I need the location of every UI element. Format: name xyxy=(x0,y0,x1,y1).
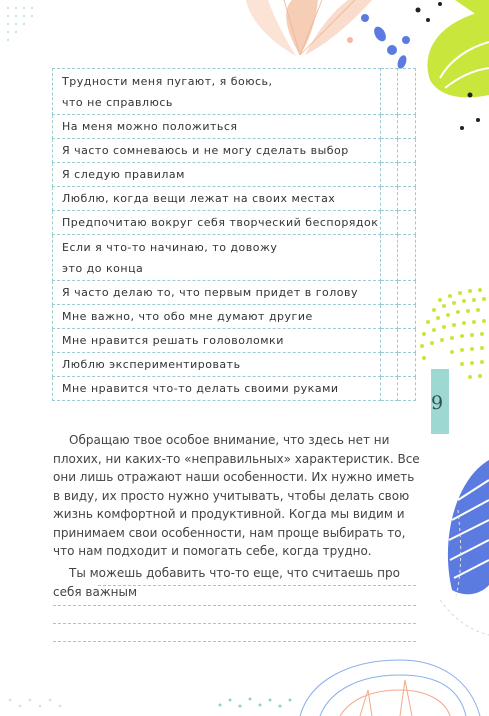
answer-cell[interactable] xyxy=(398,377,416,401)
answer-cell[interactable] xyxy=(398,281,416,305)
statement-cell: Мне важно, что обо мне думают другие xyxy=(53,305,381,329)
answer-cell[interactable] xyxy=(381,329,398,353)
answer-cell[interactable] xyxy=(381,353,398,377)
flower-illustration-top xyxy=(246,0,410,70)
table-row xyxy=(53,69,416,115)
answer-cell[interactable] xyxy=(381,305,398,329)
statement-cell: На меня можно положиться xyxy=(53,115,381,139)
table-row xyxy=(53,353,416,377)
answer-cell[interactable] xyxy=(381,187,398,211)
table-row xyxy=(53,163,416,187)
table-row xyxy=(53,187,416,211)
table-row xyxy=(53,235,416,281)
answer-cell[interactable] xyxy=(381,139,398,163)
table-row xyxy=(53,115,416,139)
statement-cell: Мне нравится что-то делать своими руками xyxy=(53,377,381,401)
statement-cell: Мне нравится решать головоломки xyxy=(53,329,381,353)
answer-cell[interactable] xyxy=(381,115,398,139)
answer-cell[interactable] xyxy=(398,211,416,235)
statement-cell: Если я что-то начинаю, то довожу это до конца xyxy=(53,235,381,281)
writing-line[interactable] xyxy=(98,585,416,586)
blue-leaf-right xyxy=(440,460,489,635)
answer-cell[interactable] xyxy=(398,235,416,281)
answer-cell[interactable] xyxy=(398,353,416,377)
answer-cell[interactable] xyxy=(381,163,398,187)
answer-cell[interactable] xyxy=(398,163,416,187)
writing-line[interactable] xyxy=(53,641,416,642)
lime-leaf-top-right xyxy=(416,0,489,130)
statement-cell: Люблю экспериментировать xyxy=(53,353,381,377)
answer-cell[interactable] xyxy=(398,187,416,211)
answer-cell[interactable] xyxy=(398,329,416,353)
writing-line[interactable] xyxy=(53,623,416,624)
answer-cell[interactable] xyxy=(398,115,416,139)
statement-cell: Я часто сомневаюсь и не могу сделать выбор xyxy=(53,139,381,163)
statement-cell: Трудности меня пугают, я боюсь, что не справлюсь xyxy=(53,69,381,115)
answer-cell[interactable] xyxy=(381,281,398,305)
statement-cell: Я часто делаю то, что первым придет в голову xyxy=(53,281,381,305)
page-number: 9 xyxy=(431,392,444,414)
body-paragraph: Обращаю твое особое внимание, что здесь нет ни плохих, ни каких-то «неправильных» характеристик. Все они лишь отражают наши особенности. Их нужно иметь в виду, их просто нужно учитывать, чтобы делать свою жизнь комфортной и продуктивной. Когда мы видим и принимаем свои особенности, нам проще выбирать то, что нам подходит и помогать себе, когда трудно. xyxy=(53,433,420,558)
answer-cell[interactable] xyxy=(398,139,416,163)
table-row xyxy=(53,139,416,163)
table-row xyxy=(53,377,416,401)
writing-line[interactable] xyxy=(53,605,416,606)
statement-cell: Предпочитаю вокруг себя творческий беспорядок xyxy=(53,211,381,235)
statement-cell: Люблю, когда вещи лежат на своих местах xyxy=(53,187,381,211)
table-row xyxy=(53,329,416,353)
lime-dotted-circle xyxy=(420,288,486,379)
answer-cell[interactable] xyxy=(398,69,416,115)
statements-table xyxy=(52,68,416,401)
prompt-paragraph: Ты можешь добавить что-то еще, что считаешь про себя важным xyxy=(53,566,400,599)
statement-cell: Я следую правилам xyxy=(53,163,381,187)
table-row xyxy=(53,305,416,329)
answer-cell[interactable] xyxy=(398,305,416,329)
answer-cell[interactable] xyxy=(381,377,398,401)
table-row xyxy=(53,281,416,305)
answer-cell[interactable] xyxy=(381,211,398,235)
answer-cell[interactable] xyxy=(381,235,398,281)
answer-cell[interactable] xyxy=(381,69,398,115)
dot-pattern-top-left xyxy=(7,7,33,41)
table-row xyxy=(53,211,416,235)
bottom-decoration xyxy=(9,660,480,716)
